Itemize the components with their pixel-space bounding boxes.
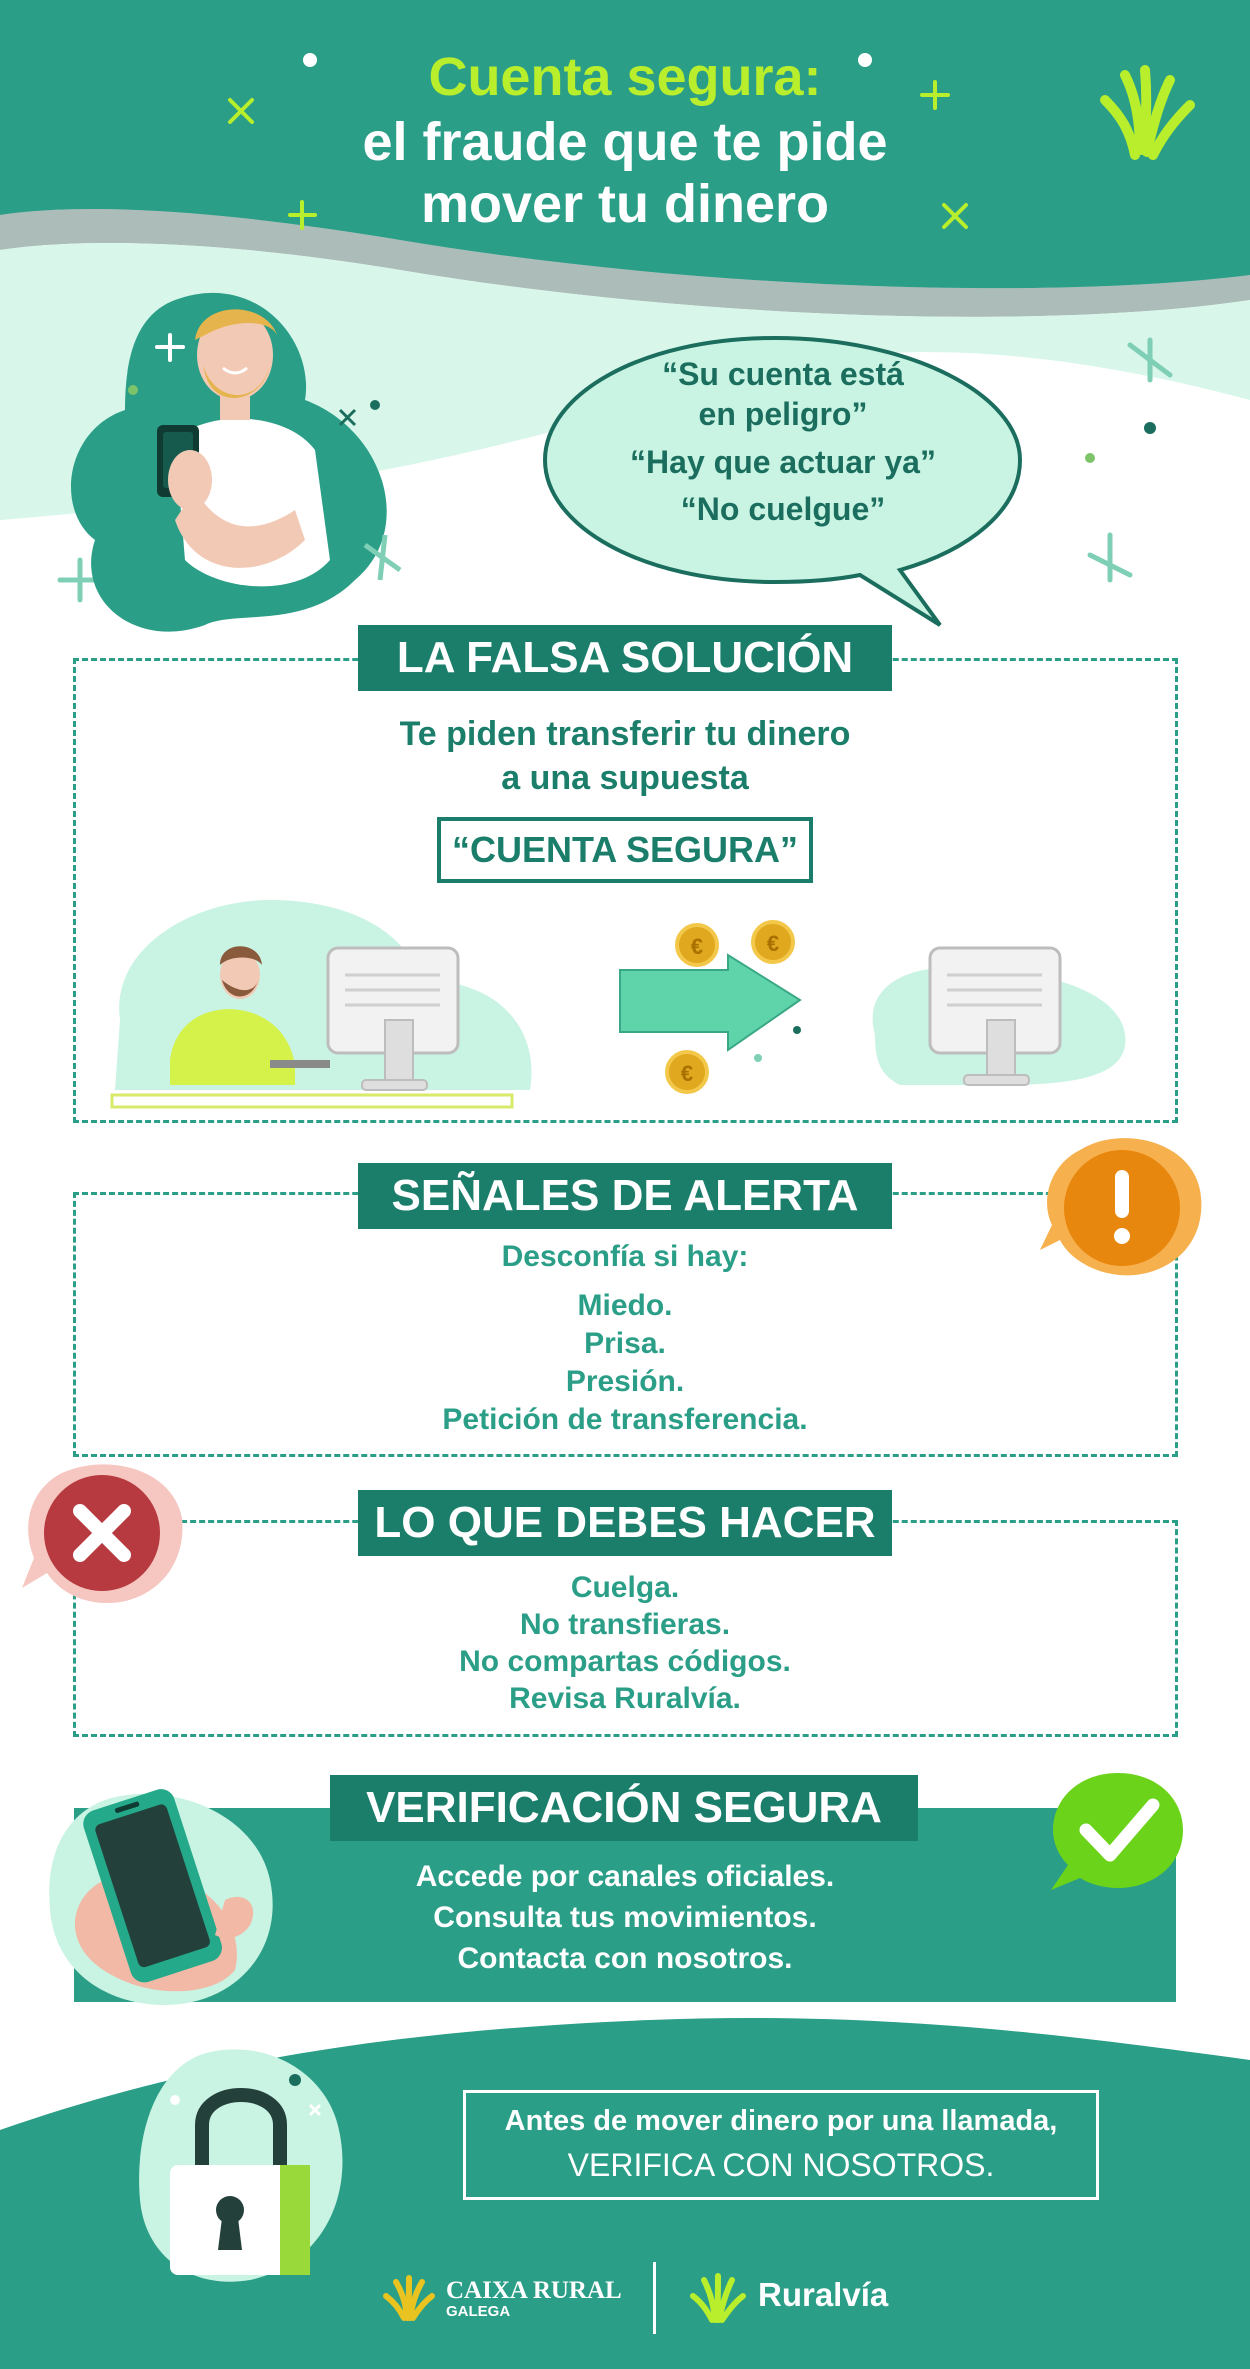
footer-divider <box>653 2262 656 2334</box>
false-solution-text-2: a una supuesta <box>501 759 749 797</box>
brand-caixa-rural-line1: CAIXA RURAL <box>446 2277 622 2304</box>
verify-item-1: Accede por canales oficiales. <box>415 1860 835 1893</box>
alert-signs-heading: SEÑALES DE ALERTA <box>358 1163 892 1229</box>
false-solution-text-1: Te piden transferir tu dinero <box>399 715 851 753</box>
bubble-quote-2: “Hay que actuar ya” <box>630 444 936 480</box>
cta-line-1: Antes de mover dinero por una llamada, <box>504 2105 1058 2137</box>
transfer-illustration <box>100 860 1140 1110</box>
cta-line-2: VERIFICA CON NOSOTROS. <box>567 2147 995 2183</box>
ruralvia-logo-icon <box>685 2268 751 2324</box>
caixa-rural-galega-logo-icon <box>378 2268 440 2322</box>
title-line-2: el fraude que te pide <box>362 112 888 172</box>
safe-verification-heading: VERIFICACIÓN SEGURA <box>330 1775 918 1841</box>
todo-item-2: No transfieras. <box>519 1608 731 1641</box>
phone-in-hand-illustration <box>45 1770 285 2010</box>
bubble-quote-3: “No cuelgue” <box>680 491 886 527</box>
todo-item-4: Revisa Ruralvía. <box>509 1682 741 1715</box>
todo-item-1: Cuelga. <box>570 1571 680 1604</box>
svg-text:€: € <box>690 934 704 959</box>
todo-item-3: No compartas códigos. <box>459 1645 791 1678</box>
brand-caixa-rural-line2: GALEGA <box>446 2303 511 2320</box>
title-line-1: Cuenta segura: <box>428 47 822 107</box>
check-mark-icon <box>1048 1770 1188 1900</box>
bubble-quote-1b: en peligro” <box>698 396 868 432</box>
bubble-quote-1a: “Su cuenta está <box>662 356 904 392</box>
safe-account-highlight: “CUENTA SEGURA” <box>437 817 813 883</box>
what-to-do-heading: LO QUE DEBES HACER <box>358 1490 892 1556</box>
alert-item-4: Petición de transferencia. <box>442 1403 808 1436</box>
verify-item-3: Contacta con nosotros. <box>457 1942 793 1975</box>
verify-item-2: Consulta tus movimientos. <box>433 1901 817 1934</box>
svg-text:€: € <box>680 1061 694 1086</box>
man-with-phone-illustration <box>55 280 435 640</box>
title-line-3: mover tu dinero <box>420 174 830 234</box>
alert-item-2: Prisa. <box>584 1327 666 1360</box>
alert-item-1: Miedo. <box>577 1289 673 1322</box>
svg-text:€: € <box>766 931 780 956</box>
alert-signs-intro: Desconfía si hay: <box>501 1240 749 1273</box>
exclamation-icon <box>1040 1130 1205 1280</box>
brand-ruralvia: Ruralvía <box>758 2276 889 2313</box>
false-solution-heading: LA FALSA SOLUCIÓN <box>358 625 892 691</box>
x-mark-icon <box>22 1458 187 1608</box>
padlock-icon <box>130 2040 360 2290</box>
alert-item-3: Presión. <box>565 1365 685 1398</box>
